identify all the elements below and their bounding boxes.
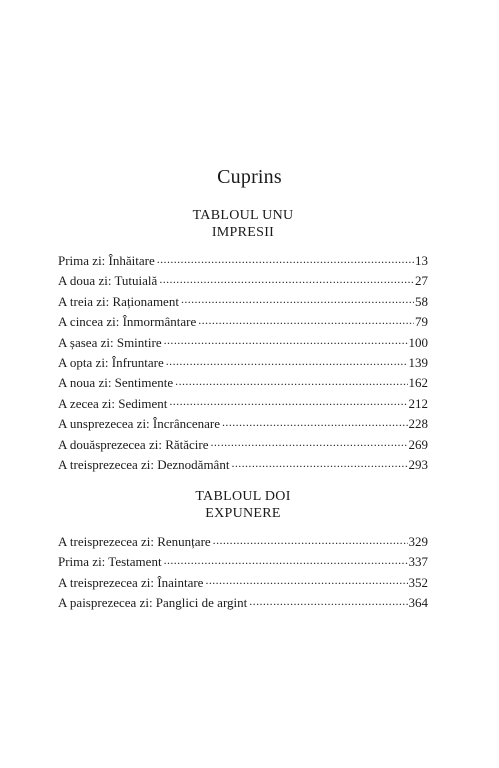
section-tabloul-unu (58, 207, 428, 475)
toc-entry-page: 269 (408, 436, 428, 452)
toc-entry (58, 353, 428, 373)
dot-leader (159, 271, 414, 285)
toc-entry (58, 573, 428, 593)
toc-entry (58, 455, 428, 475)
toc-list (58, 532, 428, 614)
dot-leader (222, 414, 407, 428)
toc-entry-title: A noua zi: Sentimente (58, 375, 174, 391)
toc-entry-title: A unsprezecea zi: Încrâncenare (58, 416, 221, 432)
dot-leader (213, 532, 408, 546)
toc-entry-page: 364 (408, 595, 428, 611)
toc-entry (58, 312, 428, 332)
section-heading-subtitle: EXPUNERE (205, 506, 281, 521)
toc-entry (58, 552, 428, 572)
toc-entry-page: 79 (415, 314, 428, 330)
page-title: Cuprins (217, 166, 282, 188)
toc-entry-title: A doua zi: Tutuială (58, 273, 158, 289)
toc-entry-page: 139 (408, 354, 428, 370)
dot-leader (181, 292, 414, 306)
toc-entry-title: A zecea zi: Sediment (58, 395, 168, 411)
section-heading-subtitle: IMPRESII (211, 225, 275, 240)
toc-entry (58, 593, 428, 613)
toc-entry-title: A cincea zi: Înmormântare (58, 314, 197, 330)
toc-entry-page: 100 (408, 334, 428, 350)
toc-entry-page: 329 (408, 534, 428, 549)
toc-entry-title: A treisprezecea zi: Înaintare (58, 574, 204, 590)
toc-entry-title: A șasea zi: Smintire (58, 334, 162, 350)
toc-entry (58, 394, 428, 414)
section-heading-title: TABLOUL DOI (195, 489, 291, 504)
toc-entry (58, 532, 428, 552)
dot-leader (211, 435, 408, 449)
toc-entry-title: A opta zi: Înfruntare (58, 354, 164, 370)
toc-entry-page: 13 (415, 253, 428, 268)
toc-entry-title: Prima zi: Testament (58, 554, 162, 570)
toc-entry (58, 333, 428, 353)
toc-entry (58, 414, 428, 434)
dot-leader (169, 394, 407, 408)
toc-entry-title: A paisprezecea zi: Panglici de argint (58, 595, 248, 611)
toc-entry-page: 352 (408, 574, 428, 590)
toc-entry (58, 373, 428, 393)
toc-entry (58, 271, 428, 291)
dot-leader (164, 333, 408, 347)
toc-entry (58, 251, 428, 271)
toc-entry-title: A treisprezecea zi: Deznodământ (58, 456, 230, 472)
dot-leader (157, 251, 414, 265)
dot-leader (249, 593, 407, 607)
toc-entry-page: 162 (408, 375, 428, 391)
dot-leader (175, 373, 407, 387)
dot-leader (205, 573, 407, 587)
dot-leader (231, 455, 407, 469)
toc-entry-title: A treisprezecea zi: Renunțare (58, 534, 211, 549)
toc-entry (58, 435, 428, 455)
toc-entry-title: A treia zi: Raționament (58, 293, 179, 309)
toc-entry-page: 337 (408, 554, 428, 570)
section-tabloul-doi (58, 488, 428, 614)
toc-entry-page: 58 (415, 293, 428, 309)
toc-entry-page: 293 (408, 456, 428, 472)
section-heading (58, 207, 428, 241)
toc-entry-page: 27 (415, 273, 428, 289)
section-heading-title: TABLOUL UNU (192, 208, 294, 223)
toc-entry-title: Prima zi: Înhăitare (58, 253, 155, 268)
toc-list (58, 251, 428, 475)
toc-entry-page: 228 (408, 416, 428, 432)
section-heading (58, 488, 428, 522)
toc-entry (58, 292, 428, 312)
dot-leader (198, 312, 414, 326)
toc-entry-title: A douăsprezecea zi: Rătăcire (58, 436, 209, 452)
dot-leader (166, 353, 408, 367)
dot-leader (164, 552, 408, 566)
toc-entry-page: 212 (408, 395, 428, 411)
